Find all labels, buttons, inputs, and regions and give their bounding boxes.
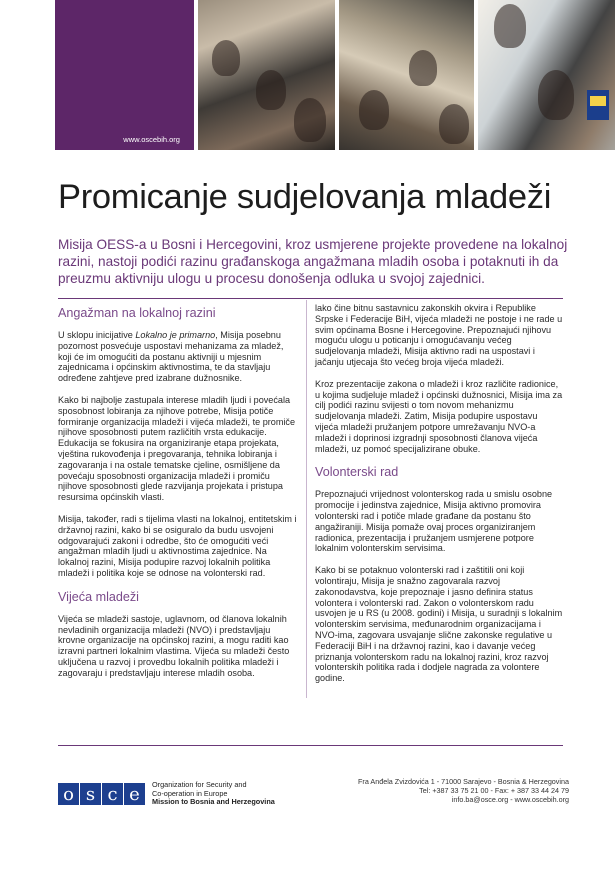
brand-panel xyxy=(55,0,194,150)
address: Fra Anđela Zvizdovića 1 - 71000 Sarajevo - Bosnia & Herzegovina xyxy=(358,777,569,786)
header-url[interactable]: www.oscebih.org xyxy=(123,135,180,144)
photo-group-seated xyxy=(339,0,474,150)
paragraph: Misija, također, radi s tijelima vlasti na lokalnoj, entitetskim i državnoj razini, kako bi se osiguralo da budu usvojeni odgovarajući zakoni i odredbe, što će omogućiti veći angažman mladih ljudi u aktivnostima zajednice. Na lokalnoj razini, Misija podupire razvoj lokalnih politika mladeži i politika koje se odnose na volonterski rad. xyxy=(58,513,297,578)
email-web[interactable]: info.ba@osce.org - www.oscebih.org xyxy=(451,795,569,805)
paragraph: U sklopu inicijative Lokalno je primarno, Misija posebnu pozornost posvećuje uspostavi mehanizama za mladež, koji će im omogućiti da postanu aktivniji u mjesnim zajednicama i općinskim aktivnostima, te da stavljaju određene zahtjeve pred izabrane dužnosnike. xyxy=(58,330,284,384)
right-column xyxy=(315,303,563,695)
osce-logo-mark: o s c e xyxy=(58,783,146,805)
paragraph: Kako bi se potaknuo volonterski rad i zaštitili oni koji volontiraju, Misija je snažno zagovarala razvoj zakonodavstva, koje prepoznaje i jasno definira status volontera i volonterski rad. Zakon o volonterskom radu usvojen je u RS (u 2008. godini) i Misija, u suradnji s lokalnim volonterskim servisima, međunarodnim organizacijama i NVO-ima, zagovara usvajanje slične zakonske regulative u Federaciji BiH i na državnoj razini, kao i davanje većeg priznanja volonterskom radu na lokalnoj razini, kroz razvoj volonterskih politika rada i dodjele nagrada za volontere godine. xyxy=(315,565,563,684)
column-divider xyxy=(306,300,307,698)
page-title: Promicanje sudjelovanja mladeži xyxy=(58,178,552,216)
section-heading-volunteering: Volonterski rad xyxy=(315,465,399,480)
paragraph: Prepoznajući vrijednost volonterskog rada u smislu osobne promocije i jedinstva zajednice, Misija aktivno promovira volonterski rad i potiče mlade građane da postanu što angažiraniji. Misija pomaže ovaj proces organiziranjem radionica, prezentacija i pružanjem usmjerene potpore lokalnim volonterskim servisima. xyxy=(315,489,553,554)
paragraph: lako čine bitnu sastavnicu zakonskih okvira i Republike Srpske i Federacije BiH, vijeća mladeži ne postoje i ne rade u svim općinama Bosne i Hercegovine. Prepoznajući njihovu moguću ulogu u poticanju i omogućavanju većeg sudjelovanja mladeži, Misija aktivno radi na uspostavi i jačanju utjecaja što većeg broja vijeća mladeži. xyxy=(315,303,563,367)
org-name: Organization for Security and Co-operation in Europe Mission to Bosnia and Herzegovina xyxy=(152,780,275,807)
paragraph: Kako bi najbolje zastupala interese mladih ljudi i povećala sposobnost lobiranja za njihove potrebe, Misija potiče formiranje organizacija mladeži i vijeća mladeži, te promiče njihove sposobnosti putem različitih vrsta edukacije. Edukacija se fokusira na organiziranje etapa projekata, vještina rukovođenja i pregovaranja, tehnika lobiranja i zagovaranja i na ostale tematske cjeline, osmišljene da povećaju sposobnosti organizacija mladeži i promiču njihove sposobnosti glede razvijanja projekata i pristupa resursima općinskih vlasti. xyxy=(58,394,296,503)
lead-paragraph: Misija OESS-a u Bosni i Hercegovini, kroz usmjerene projekte provedene na lokalnoj razini, nastoji podići razinu građanskoga angažmana mladih osoba i potaknuti ih da preuzmu aktivniju ulogu u procesu donošenja odluka u svojoj zajednici. xyxy=(58,237,568,286)
osce-flag-icon xyxy=(587,90,609,120)
section-heading-youth-councils: Vijeća mladeži xyxy=(58,589,139,604)
left-column xyxy=(58,306,298,690)
contact-info xyxy=(358,777,569,805)
section-heading-local-engagement: Angažman na lokalnoj razini xyxy=(58,306,216,320)
paragraph: Vijeća se mladeži sastoje, uglavnom, od članova lokalnih nevladinih organizacija mladeži (NVO) i predstavljaju krovne organizacije na općinskoj razini, a mogu raditi kao izravni partneri lokalnim vlastima. Vijeća su mladeži često uključena u razvoj i provedbu lokalnih politika mladeži i zagovaraju i predstavljaju interese mladih osoba. xyxy=(58,613,290,678)
bottom-divider xyxy=(58,745,563,746)
initiative-name: Lokalno je primarno xyxy=(135,330,216,340)
header-banner xyxy=(55,0,615,150)
photo-meeting-table xyxy=(478,0,615,150)
phone-fax: Tel: +387 33 75 21 00 - Fax: + 387 33 44 24 79 xyxy=(419,786,569,796)
top-divider xyxy=(58,298,563,299)
photo-students-audience xyxy=(198,0,335,150)
paragraph: Kroz prezentacije zakona o mladeži i kroz različite radionice, u kojima sudjeluje mladež i općinski dužnosnici, Misija ima za cilj podići razinu svijesti o tom novom mehanizmu sudjelovanja mladeži. Zatim, Misija podupire uspostavu vijeća mladeži pružanjem potpore umrežavanju NVO-a mladeži i doprinosi izgradnji sposobnosti članova vijeća mladeži, uz pomoć specijalizirane obuke. xyxy=(315,378,563,454)
osce-logo xyxy=(58,781,275,807)
